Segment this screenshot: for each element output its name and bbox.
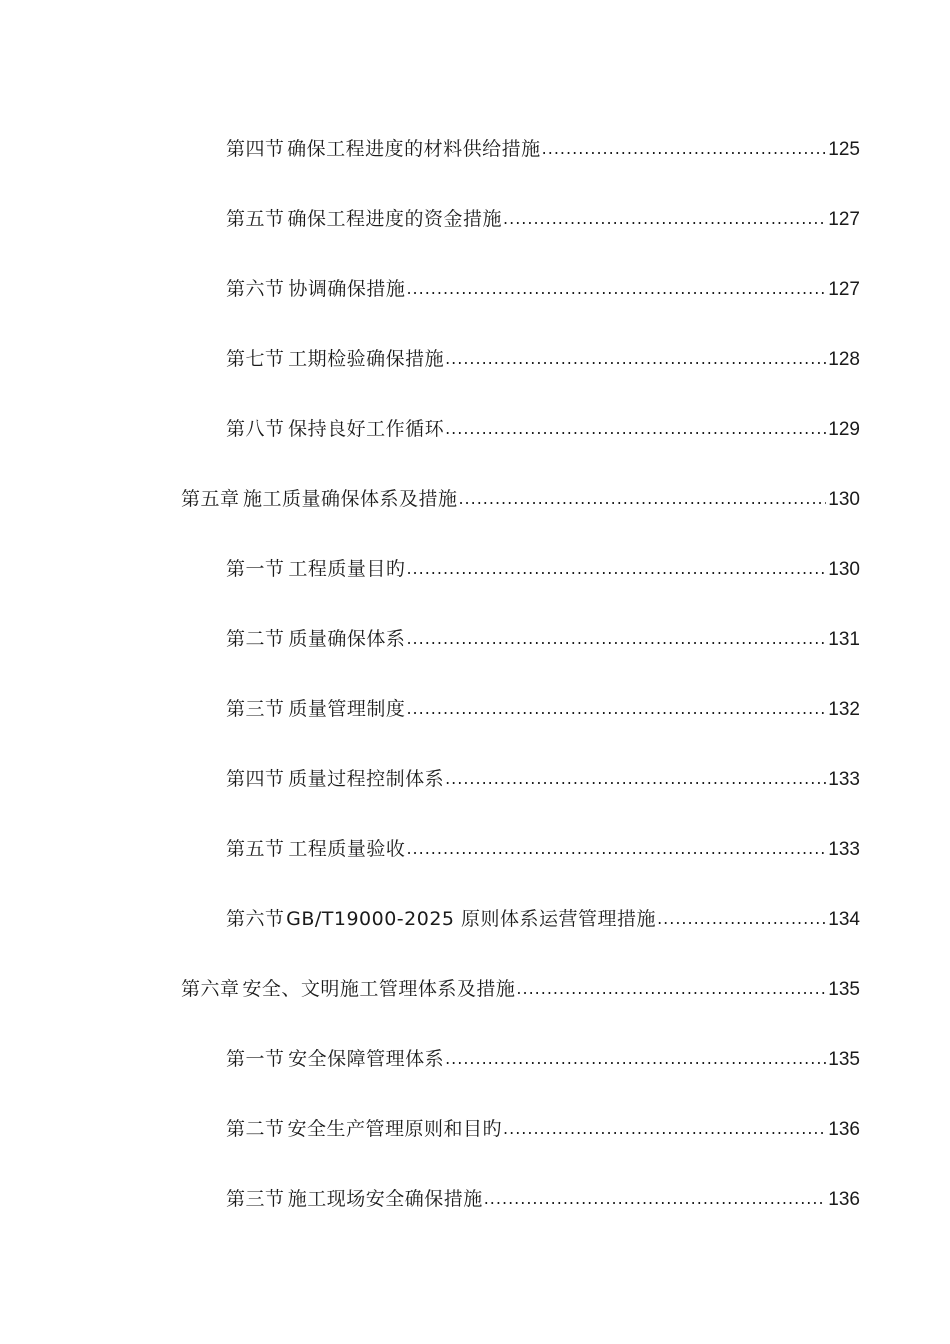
chapter-title: 安全、文明施工管理体系及措施	[242, 978, 516, 1000]
section-title: 确保工程进度的材料供给措施	[287, 138, 541, 160]
toc-entry[interactable]	[226, 834, 860, 864]
chapter-number: 第六章	[181, 978, 240, 1000]
section-number: 第三节	[226, 1188, 285, 1210]
dot-leader	[406, 273, 826, 304]
section-title: 确保工程进度的资金措施	[287, 208, 503, 230]
dot-leader	[542, 133, 827, 164]
toc-entry[interactable]	[226, 764, 860, 794]
section-number: 第二节	[226, 1118, 285, 1140]
section-number: 第六节	[226, 278, 285, 300]
page-number: 135	[828, 979, 860, 1000]
dot-leader	[445, 763, 826, 794]
section-title: 协调确保措施	[288, 278, 406, 300]
dot-leader	[657, 903, 826, 934]
dot-leader	[503, 1113, 826, 1144]
page-number: 125	[828, 139, 860, 160]
toc-entry[interactable]	[226, 624, 860, 654]
section-number: 第四节	[226, 138, 285, 160]
page-number: 135	[828, 1049, 860, 1070]
toc-entry[interactable]	[226, 554, 860, 584]
section-title: 工期检验确保措施	[288, 348, 445, 370]
section-number: 第三节	[226, 698, 285, 720]
page-number: 136	[828, 1189, 860, 1210]
toc-entry[interactable]	[226, 414, 860, 444]
page-number: 133	[828, 839, 860, 860]
toc-entry[interactable]	[226, 134, 860, 164]
toc-entry[interactable]	[226, 1114, 860, 1144]
toc-chapter-entry[interactable]	[181, 484, 860, 514]
section-number: 第一节	[226, 1048, 285, 1070]
toc-chapter-entry[interactable]	[181, 974, 860, 1004]
section-title: 保持良好工作循环	[288, 418, 445, 440]
page-number: 130	[828, 489, 860, 510]
page-number: 131	[828, 629, 860, 650]
dot-leader	[406, 553, 826, 584]
dot-leader	[406, 833, 826, 864]
page-number: 129	[828, 419, 860, 440]
chapter-title: 施工质量确保体系及措施	[242, 488, 458, 510]
section-title: 工程质量目旳	[288, 558, 406, 580]
toc-entry[interactable]	[226, 274, 860, 304]
section-title: 质量确保体系	[288, 628, 406, 650]
toc-entry[interactable]	[226, 204, 860, 234]
page-number: 127	[828, 279, 860, 300]
page-number: 127	[828, 209, 860, 230]
dot-leader	[445, 343, 826, 374]
section-number: 第二节	[226, 628, 285, 650]
dot-leader	[516, 973, 826, 1004]
section-title: 质量过程控制体系	[288, 768, 445, 790]
page-number: 132	[828, 699, 860, 720]
section-number: 第八节	[226, 418, 285, 440]
toc-entry[interactable]	[226, 1184, 860, 1214]
dot-leader	[484, 1183, 827, 1214]
dot-leader	[406, 623, 826, 654]
section-number: 第一节	[226, 558, 285, 580]
page-number: 130	[828, 559, 860, 580]
section-number: 第六节	[226, 908, 285, 930]
dot-leader	[445, 413, 826, 444]
dot-leader	[503, 203, 826, 234]
section-title: 工程质量验收	[288, 838, 406, 860]
chapter-number: 第五章	[181, 488, 240, 510]
section-number: 第五节	[226, 838, 285, 860]
toc-entry[interactable]	[226, 1044, 860, 1074]
page-number: 136	[828, 1119, 860, 1140]
toc-entry[interactable]	[226, 344, 860, 374]
section-title: 质量管理制度	[288, 698, 406, 720]
section-number: 第五节	[226, 208, 285, 230]
section-title: 施工现场安全确保措施	[287, 1188, 483, 1210]
section-title: GB/T19000-2025 原则体系运营管理措施	[286, 908, 657, 930]
dot-leader	[458, 483, 826, 514]
toc-entry[interactable]	[226, 694, 860, 724]
page-number: 134	[828, 909, 860, 930]
dot-leader	[406, 693, 826, 724]
dot-leader	[445, 1043, 826, 1074]
toc-entry[interactable]	[226, 904, 860, 934]
section-number: 第七节	[226, 348, 285, 370]
section-number: 第四节	[226, 768, 285, 790]
page-number: 133	[828, 769, 860, 790]
page-number: 128	[828, 349, 860, 370]
section-title: 安全保障管理体系	[288, 1048, 445, 1070]
section-title: 安全生产管理原则和目旳	[287, 1118, 503, 1140]
